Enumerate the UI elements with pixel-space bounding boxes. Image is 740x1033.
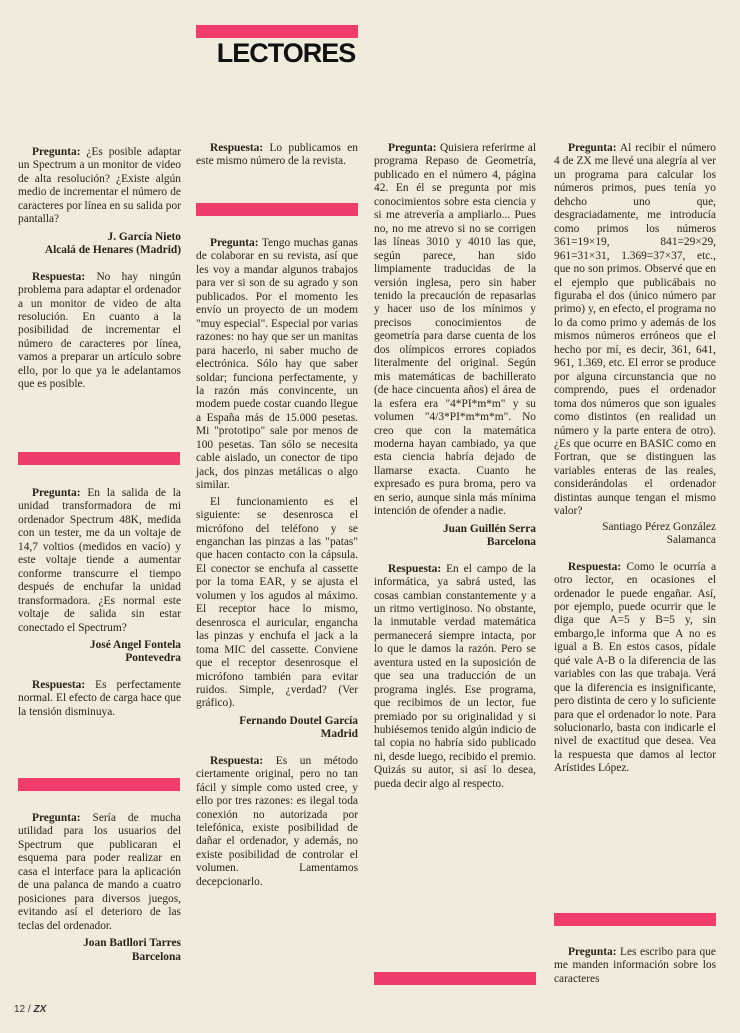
header-pink-bar xyxy=(196,25,358,38)
column-1 xyxy=(18,146,181,392)
answer-label: Respuesta: xyxy=(568,560,622,573)
column-1-bottom xyxy=(18,812,181,964)
page-folio xyxy=(14,1004,46,1015)
letter-3-city: Barcelona xyxy=(131,950,181,963)
letter-4-author: Fernando Doutel García xyxy=(239,714,358,727)
letter-1-answer: No hay ningún problema para adaptar el ordenador a un monitor de video de alta resolución. En cuanto a la posibilidad de incrementar el número de caracteres por línea, vamos a preparar un artículo sobre ello, por lo que ya le adelantamos que es posible. xyxy=(18,270,181,391)
question-label: Pregunta: xyxy=(32,146,81,158)
question-label: Pregunta: xyxy=(32,487,81,499)
letter-5-answer: En el campo de la informática, ya sabrá usted, las cosas cambian constantemente y a un ritmo vertiginoso. No obstante, la inmutable verdad matemática permanecerá siempre intacta, por lo que le damos la razón. Pero se aventura usted en la suposición de que sea una traducción de un programa inglés. Ese programa, que recibimos de un lector, fue premiado por su originalidad y si hubiésemos tenido algún indicio de tal copia no habría sido publicado ni, desde luego, recibido el premio. Quizás su autor, si así lo desea, pueda decir algo al respecto. xyxy=(374,562,536,790)
letter-5-author: Juan Guillén Serra xyxy=(442,522,536,535)
letter-6-author: Santiago Pérez González xyxy=(602,520,716,533)
letter-3-question: Sería de mucha utilidad para los usuarios del Spectrum que publicaran el esquema para poder realizar en casa el interface para la aplicación de una palanca de mando a cuatro posiciones para diversos juegos, evitando así el deterioro de las teclas del ordenador. xyxy=(18,812,181,932)
answer-label: Respuesta: xyxy=(32,678,86,691)
question-label: Pregunta: xyxy=(568,142,617,154)
letter-4-city: Madrid xyxy=(320,728,358,741)
letter-2-question: En la salida de la unidad transformadora de mi ordenador Spectrum 48K, medida con un tester, me da un voltaje de 14,7 voltios (medidos en vacío) y este voltaje tiende a aumentar conforme transcurre el tiempo después de enchufar la unidad transformadora. ¿Es normal este voltaje de salida sin estar conectado el Spectrum? xyxy=(18,487,181,634)
question-label: Pregunta: xyxy=(568,946,617,958)
letter-2-city: Pontevedra xyxy=(125,652,181,665)
letter-6-city: Salamanca xyxy=(666,534,716,547)
section-title: LECTORES xyxy=(216,38,356,68)
letter-3-author: Joan Batllori Tarres xyxy=(83,937,181,950)
column-1-lower xyxy=(18,487,181,719)
letter-6-answer: Como le ocurría a otro lector, en ocasiones el ordenador le puede engañar. Así, por ejemplo, puede ocurrir que le diga que A=5 y B=5 y, sin embargo,le informa que A no es igual a B. En estos casos, pídale qué vale A-B o la diferencia de las variables con las que trabaja. Verá que la diferencia es insignificante, pero distinta de cero y lo suficiente para que el ordenador lo note. Para solucionarlo, basta con indicarle el nivel de exactitud que desea. Vea la respuesta que damos al lector Arístides López. xyxy=(554,560,716,775)
divider-bar xyxy=(196,203,358,216)
letter-5-city: Barcelona xyxy=(486,536,536,549)
divider-bar xyxy=(18,778,180,791)
letter-1-city: Alcalá de Henares (Madrid) xyxy=(44,244,181,257)
divider-bar xyxy=(18,452,180,465)
letter-2-author: José Angel Fontela xyxy=(89,638,181,651)
page-number: 12 xyxy=(14,1004,26,1015)
letter-4-question: Tengo muchas ganas de colaborar en su revista, así que les voy a mandar algunos trabajos para ver si son de su agrado y son publicados. Por el momento les envío un proyecto de un modem "muy especial". Especial por varias razones: no hay que ser un manitas para hacerlo, ni saber mucho de electrónica. Sólo hay que saber soldar; funciona perfectamente, y la razón más convincente, un modem puede costar cuando llegue a España más de 15.000 pesetas. Mi "prototipo" sale por menos de 100 pesetas. Tan sólo se necesita cable aislado, un conector de tipo jack, dos pinzas metálicas o algo similar. xyxy=(196,237,358,492)
letter-6-question: Al recibir el número 4 de ZX me llevé una alegría al ver un programa para calcular los números primos, pues tenía yo dehcho uno que, desgraciadamente, me introducía como primos los números 361=19×19, 841=29×29, 961=31×31, 1.369=37×37, etc., que no son primos. Observé que en el ejemplo que publicábais no figuraba el dos (único número par primo) y, en efecto, el programa no lo da como primo y además de los mismos números erróneos que el hecho por mí, es decir, 361, 641, 961, 1.369, etc. El error se produce por alguna circunstancia que no comprendo, pues el ordenador toma dos números que son iguales como distintos (en realidad un número y la parte entera de otro). ¿Es que ocurre en BASIC como en Fortran, que se distinguen las variables enteras de las reales, considerándolas el ordenador distintas aunque tengan el mismo valor? xyxy=(554,142,717,518)
letter-4-answer: Es un método ciertamente original, pero no tan fácil y simple como usted cree, y ello por tres razones: es ilegal toda conexión no autorizada por telefónica, existe posibilidad de dañar el ordenador, y además, no existe posibilidad de controlar el volumen. Lamentamos decepcionarlo. xyxy=(196,754,358,888)
folio-separator: / xyxy=(27,1004,31,1015)
question-label: Pregunta: xyxy=(210,237,259,249)
letter-1-question: ¿Es posible adaptar un Spectrum a un monitor de video de alta resolución? ¿Existe algún medio de incrementar el número de caracteres por línea en su salida por pantalla? xyxy=(18,146,181,226)
answer-label: Respuesta: xyxy=(388,562,442,575)
letter-2-answer: Es perfectamente normal. El efecto de carga hace que la tensión disminuya. xyxy=(18,678,181,718)
letter-5-question: Quisiera referirme al programa Repaso de Geometría, publicado en el número 4, página 42. En él se pregunta por mis conocimientos sobre esta ciencia y si me atrevería a ampliarlo... Pues no, no me atrevo si no se corrigen las líneas 3010 y 4010 las que, según parece, han sido limpiamente traducidas de la versión inglesa, pero sin haber tenido la precaución de repasarlas y hacer uso de los mínimos y precisos conocimientos de geometría para darse cuenta de los dos olímpicos errores copiados literalmente del original. Según mis matemáticas de bachillerato (de hace cincuenta años) el área de la esfera era "4*PI*m*m" y su volumen "4/3*PI*m*m*m". No creo que con la matemática moderna hayan cambiado, ya que esta ciencia habría dejado de llamarse exacta. Cuanto he expresado es pura broma, pero va en serio, aunque sinla más mínima intención de ofender a nadie. xyxy=(374,142,536,518)
column-2 xyxy=(196,142,358,169)
question-label: Pregunta: xyxy=(32,812,81,824)
answer-label: Respuesta: xyxy=(210,142,264,154)
letter-1-author: J. García Nieto xyxy=(107,230,181,243)
magazine-name: ZX xyxy=(33,1004,47,1015)
divider-bar xyxy=(374,972,536,985)
column-4-bottom xyxy=(554,946,716,986)
column-2-lower xyxy=(196,237,358,889)
answer-label: Respuesta: xyxy=(210,754,264,767)
letter-4-question-2: El funcionamiento es el siguiente: se desenrosca el micrófono del teléfono y se enganchan las pinzas a las "patas" que hacen contacto con la cápsula. El conector se enchufa al cassette por la toma EAR, y se ajusta el volumen y los agudos al máximo. El receptor hace lo mismo, desenrosca el auricular, engancha las pinzas y enchufa el jack a la toma MIC del cassette. Conviene que el receptor desenrosque el micrófono también para evitar ruidos. Simple, ¿verdad? (Ver gráfico). xyxy=(196,495,358,710)
column-3 xyxy=(374,142,536,791)
divider-bar xyxy=(554,913,716,926)
letter-3-answer: Lo publicamos en este mismo número de la revista. xyxy=(196,142,358,168)
answer-label: Respuesta: xyxy=(32,270,86,283)
letter-7-question: Les escribo para que me manden información sobre los caracteres xyxy=(554,946,716,985)
question-label: Pregunta: xyxy=(388,142,437,154)
column-4 xyxy=(554,142,716,776)
